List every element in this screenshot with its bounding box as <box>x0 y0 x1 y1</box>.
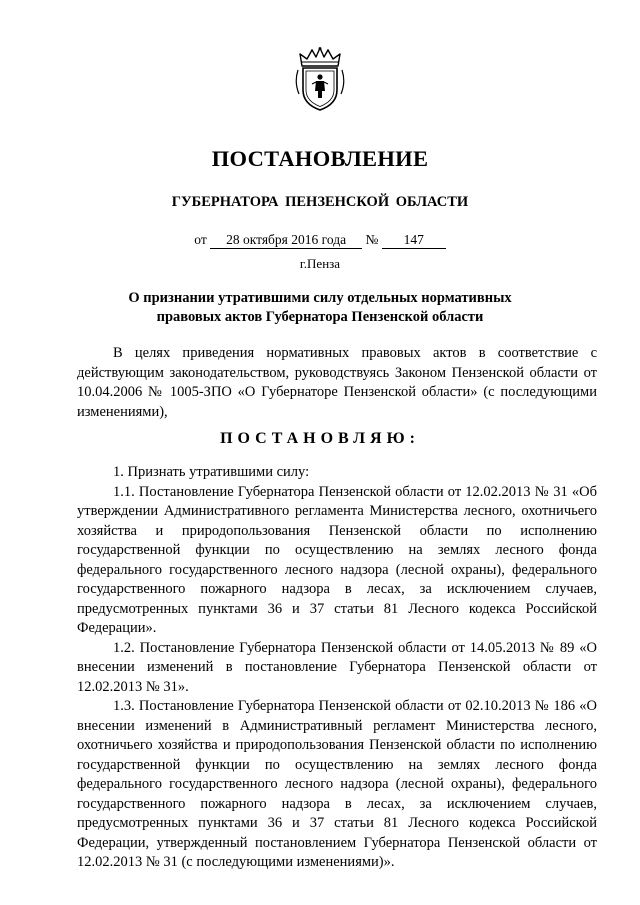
document-date-number <box>0 232 640 249</box>
coat-of-arms-icon <box>294 46 346 112</box>
number-prefix: № <box>365 232 379 247</box>
preamble-paragraph: В целях приведения нормативных правовых актов в соответствие с действующим законодательством, руководствуясь Законом Пензенской области от 10.04.2006 № 1005-ЗПО «О Губернаторе Пензенской области» (с последующими изменениями), <box>77 345 597 420</box>
document-date: 28 октября 2016 года <box>210 232 362 249</box>
subject-line-2: правовых актов Губернатора Пензенской области <box>156 309 484 325</box>
document-number: 147 <box>382 232 446 249</box>
clause-1-1: 1.1. Постановление Губернатора Пензенской области от 12.02.2013 № 31 «Об утверждении Административного регламента Министерства лесного, охотничьего хозяйства и природопользования Пензенской области по исполнению государственной функции по осуществлению на землях лесного фонда федерального государственного лесного надзора (лесной охраны), федерального государственного пожарного надзора в лесах, за исключением случаев, предусмотренных пунктами 36 и 37 статьи 81 Лесного кодекса Российской Федерации». <box>77 483 597 636</box>
clause-1-3: 1.3. Постановление Губернатора Пензенской области от 02.10.2013 № 186 «О внесении изменений в Административный регламент Министерства лесного, охотничьего хозяйства и природопользования Пензенской области по исполнению государственной функции по осуществлению на землях лесного фонда федерального государственного лесного надзора (лесной охраны), федерального государственного пожарного надзора в лесах, за исключением случаев, предусмотренных пунктами 36 и 37 статьи 81 Лесного кодекса Российской Федерации, утвержденный постановлением Губернатора Пензенской области от 12.02.2013 № 31 (с последующими изменениями)». <box>77 698 597 870</box>
date-prefix: от <box>194 232 207 247</box>
subject-line-1: О признании утратившими силу отдельных нормативных <box>128 290 512 306</box>
document-title: ПОСТАНОВЛЕНИЕ <box>211 146 429 171</box>
decree-heading: ПОСТАНОВЛЯЮ: <box>220 430 420 447</box>
clause-1: 1. Признать утратившими силу: <box>113 464 310 480</box>
document-subject <box>100 289 540 327</box>
document-city: г.Пенза <box>299 256 341 271</box>
clause-1-2: 1.2. Постановление Губернатора Пензенской области от 14.05.2013 № 89 «О внесении изменений в постановление Губернатора Пензенской области от 12.02.2013 № 31». <box>77 639 597 695</box>
document-body <box>77 463 597 873</box>
issuing-authority: ГУБЕРНАТОРА ПЕНЗЕНСКОЙ ОБЛАСТИ <box>171 194 469 210</box>
